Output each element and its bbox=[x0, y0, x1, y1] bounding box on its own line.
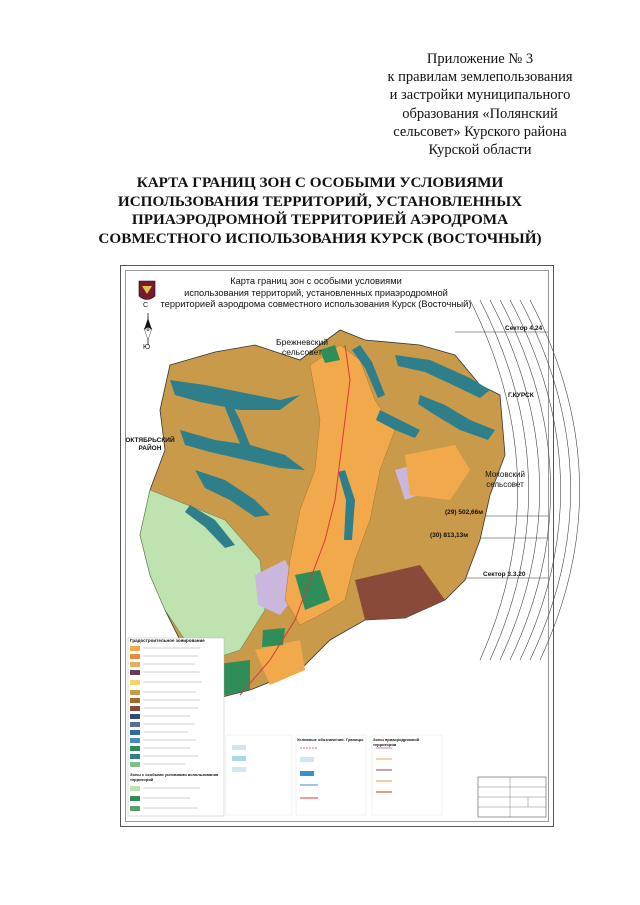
legend-boundaries-title: Условные обозначения. Границы bbox=[297, 737, 364, 742]
mokovsky-line-1: Моковский bbox=[485, 470, 525, 479]
mokovsky-line-2: сельсовет bbox=[486, 480, 524, 489]
legend-boundaries bbox=[226, 735, 442, 815]
document-title-line-3: ПРИАЭРОДРОМНОЙ ТЕРРИТОРИЕЙ АЭРОДРОМА bbox=[131, 211, 509, 229]
oktyabrsky-line-2: РАЙОН bbox=[138, 445, 162, 452]
legend-airfield-title: Зоны приаэродромной территории bbox=[373, 737, 420, 747]
map-title-line-3: территорией аэродрома совместного использования Курск (Восточный) bbox=[160, 299, 472, 309]
sector-top-label: Сектор 4.24 bbox=[505, 325, 543, 332]
brezhnevsky-line-1: Брежневский bbox=[276, 337, 328, 347]
sector-bottom-label: Сектор 3.3.20 bbox=[483, 571, 526, 578]
appendix-line-1: Приложение № 3 bbox=[426, 51, 534, 67]
map-title-line-1: Карта границ зон с особыми условиями bbox=[230, 276, 402, 286]
mokovsky-label bbox=[470, 470, 540, 490]
legend-area bbox=[128, 638, 546, 817]
title-block bbox=[478, 777, 546, 817]
elevation-label-30: (30) 813,13м bbox=[430, 532, 469, 539]
map-title bbox=[150, 276, 482, 311]
appendix-line-6: Курской области bbox=[428, 142, 532, 159]
legend-protection-title: Зоны с особыми условиями использования территорий bbox=[130, 772, 219, 782]
brezhnevsky-line-2: сельсовет bbox=[282, 347, 322, 357]
brezhnevsky-label bbox=[262, 337, 342, 357]
document-title-line-2: ИСПОЛЬЗОВАНИЯ ТЕРРИТОРИЙ, УСТАНОВЛЕННЫХ bbox=[117, 192, 523, 210]
compass-north-label: С bbox=[143, 302, 149, 309]
kursk-city-label: Г.КУРСК bbox=[508, 392, 534, 399]
appendix-line-2: к правилам землепользования bbox=[387, 69, 573, 86]
oktyabrsky-label bbox=[120, 437, 180, 453]
document-title-line-4: СОВМЕСТНОГО ИСПОЛЬЗОВАНИЯ КУРСК (ВОСТОЧНЫЙ) bbox=[98, 229, 542, 247]
legend-zoning-title: Градостроительное зонирование bbox=[130, 638, 205, 643]
document-title-line-1: КАРТА ГРАНИЦ ЗОН С ОСОБЫМИ УСЛОВИЯМИ bbox=[136, 174, 504, 191]
compass-rose bbox=[144, 313, 152, 345]
map-title-line-2: использования территорий, установленных приаэродромной bbox=[184, 287, 448, 298]
oktyabrsky-line-1: ОКТЯБРЬСКИЙ bbox=[125, 437, 175, 444]
appendix-line-3: и застройки муниципального bbox=[389, 87, 571, 104]
elevation-label-29: (29) 502,66м bbox=[445, 509, 484, 516]
appendix-line-5: сельсовет» Курского района bbox=[393, 123, 567, 140]
appendix-line-4: образования «Полянский bbox=[402, 105, 558, 122]
compass-south-label: Ю bbox=[143, 344, 151, 351]
